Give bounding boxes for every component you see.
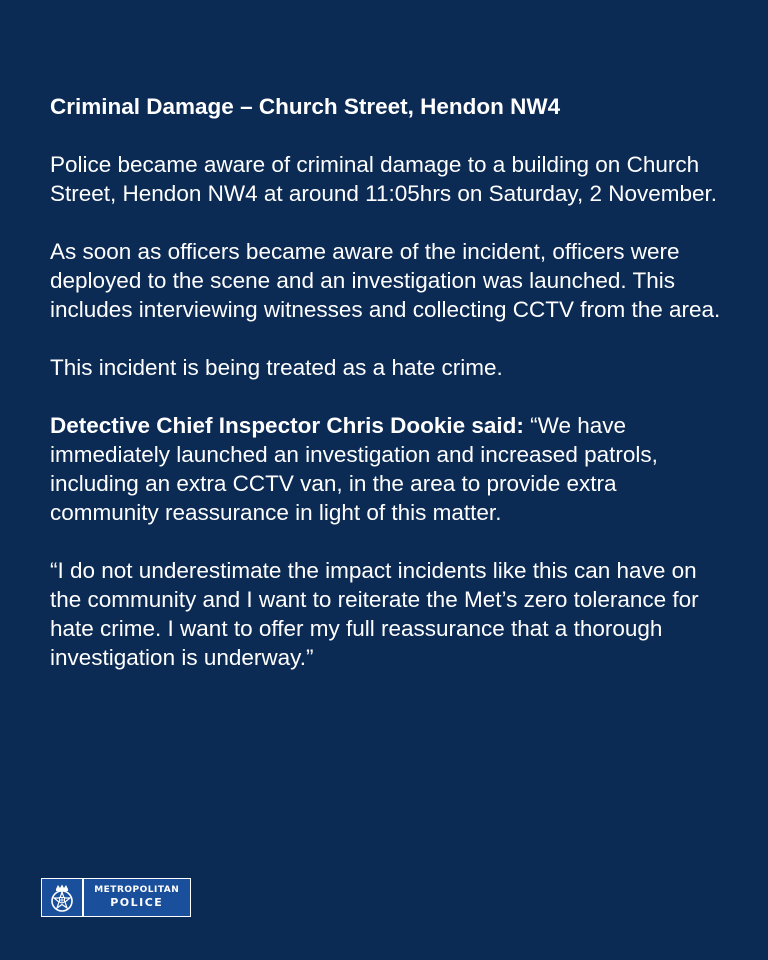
statement-quote-paragraph	[50, 411, 730, 527]
statement-paragraph-1: Police became aware of criminal damage to a building on Church Street, Hendon NW4 at around 11:05hrs on Saturday, 2 November.	[50, 152, 718, 206]
statement-title: Criminal Damage – Church Street, Hendon NW4	[50, 94, 561, 119]
logo-text	[84, 879, 191, 916]
quote-speaker: Detective Chief Inspector Chris Dookie said:	[50, 413, 524, 438]
quote-text: “We have immediately launched an investigation and increased patrols, including an extra CCTV van, in the area to provide extra community reassurance in light of this matter.	[50, 413, 658, 525]
statement-paragraph-2: As soon as officers became aware of the incident, officers were deployed to the scene and an investigation was launched. This includes interviewing witnesses and collecting CCTV from the area.	[50, 239, 721, 322]
logo-line-metropolitan: METROPOLITAN	[94, 884, 180, 895]
metropolitan-police-logo	[41, 878, 191, 917]
logo-line-police: POLICE	[110, 896, 164, 910]
press-statement	[50, 92, 730, 701]
statement-paragraph-3: This incident is being treated as a hate crime.	[50, 355, 503, 380]
police-crest-icon	[42, 879, 82, 916]
statement-quote-paragraph-2: “I do not underestimate the impact incidents like this can have on the community and I want to reiterate the Met’s zero tolerance for hate crime. I want to offer my full reassurance that a thorough investigation is underway.”	[50, 558, 699, 670]
